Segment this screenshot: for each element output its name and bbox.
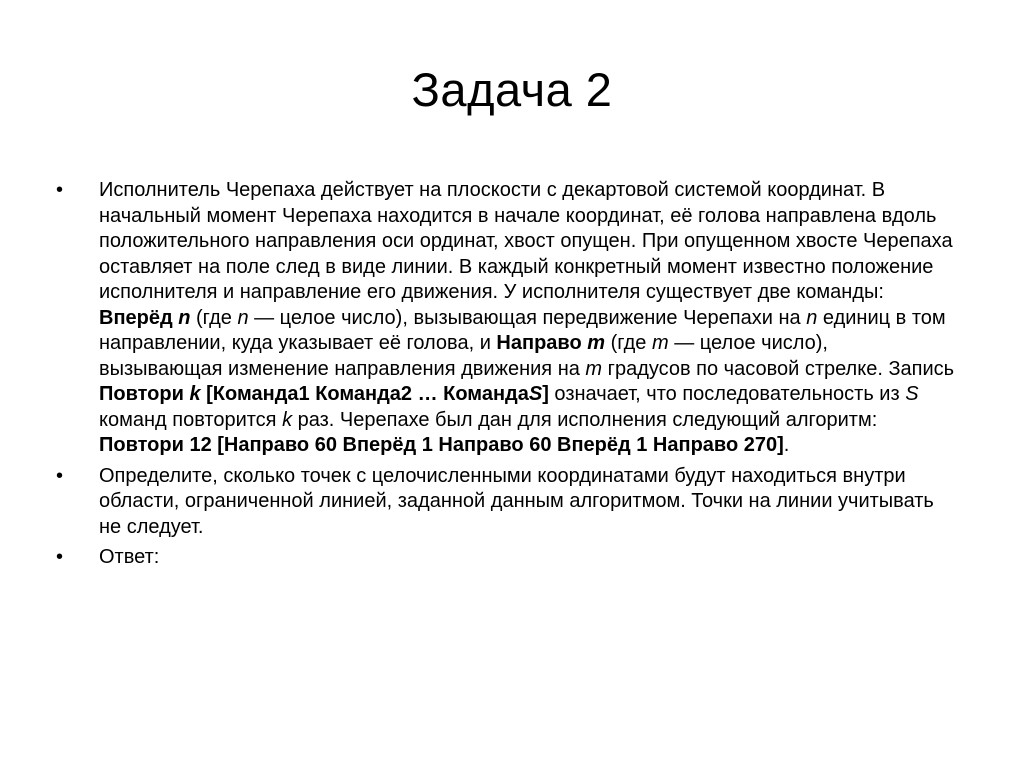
- variable-n: n: [237, 306, 249, 329]
- bullet-answer: [56, 545, 956, 571]
- text: — целое число), вызывающая изменение направления движения на: [99, 332, 828, 380]
- variable-s: S: [528, 383, 543, 405]
- answer-label: Ответ:: [99, 546, 160, 568]
- text: .: [783, 434, 790, 456]
- command-right: Направо: [496, 332, 588, 354]
- bullet-list: [56, 178, 956, 576]
- bullet-question: [56, 464, 956, 541]
- text: градусов по часовой стрелке. Запись: [602, 357, 955, 380]
- text: — целое число), вызывающая передвижение Черепахи на: [248, 306, 807, 329]
- question-text: Определите, сколько точек с целочисленными координатами будут находиться внутри области, ограниченной линией, заданной данным алгоритмом. Точки на линии учитывать не следует.: [99, 464, 934, 538]
- command-repeat: [Команда1 Команда2 … Команда: [200, 383, 529, 405]
- bullet-icon: •: [56, 464, 64, 487]
- variable-s: S: [905, 383, 919, 405]
- command-repeat: Повтори: [99, 383, 190, 405]
- slide-title: Задача 2: [411, 63, 613, 116]
- text: единиц в том направлении, куда указывает её голова, и: [99, 306, 946, 354]
- bullet-icon: •: [56, 179, 64, 201]
- variable-k: k: [282, 408, 293, 431]
- variable-m: m: [587, 332, 606, 354]
- variable-m: m: [585, 357, 603, 380]
- text: Исполнитель Черепаха действует на плоскости с декартовой системой координат. В начальный момент Черепаха находится в начале координат, её голова направлена вдоль положительного направления оси ординат, хвост опущен. При опущенном хвосте Черепаха оставляет на поле след в виде линии. В каждый конкретный момент известно положение исполнителя и направление его движения. У исполнителя существует две команды:: [99, 179, 953, 303]
- text: раз. Черепахе был дан для исполнения следующий алгоритм:: [292, 408, 878, 431]
- variable-n: n: [806, 306, 818, 329]
- algorithm: Повтори 12 [Направо 60 Вперёд 1 Направо 60 Вперёд 1 Направо 270]: [99, 434, 784, 456]
- command-repeat: ]: [542, 383, 549, 405]
- variable-m: m: [651, 332, 669, 354]
- text: (где: [605, 332, 652, 354]
- bullet-icon: •: [56, 546, 64, 568]
- command-forward: Вперёд: [99, 306, 179, 329]
- text: (где: [190, 306, 238, 329]
- variable-k: k: [189, 383, 201, 405]
- bullet-problem-statement: [56, 178, 956, 459]
- text: означает, что последовательность из: [548, 383, 906, 405]
- variable-n: n: [178, 306, 191, 329]
- text: команд повторится: [99, 408, 283, 431]
